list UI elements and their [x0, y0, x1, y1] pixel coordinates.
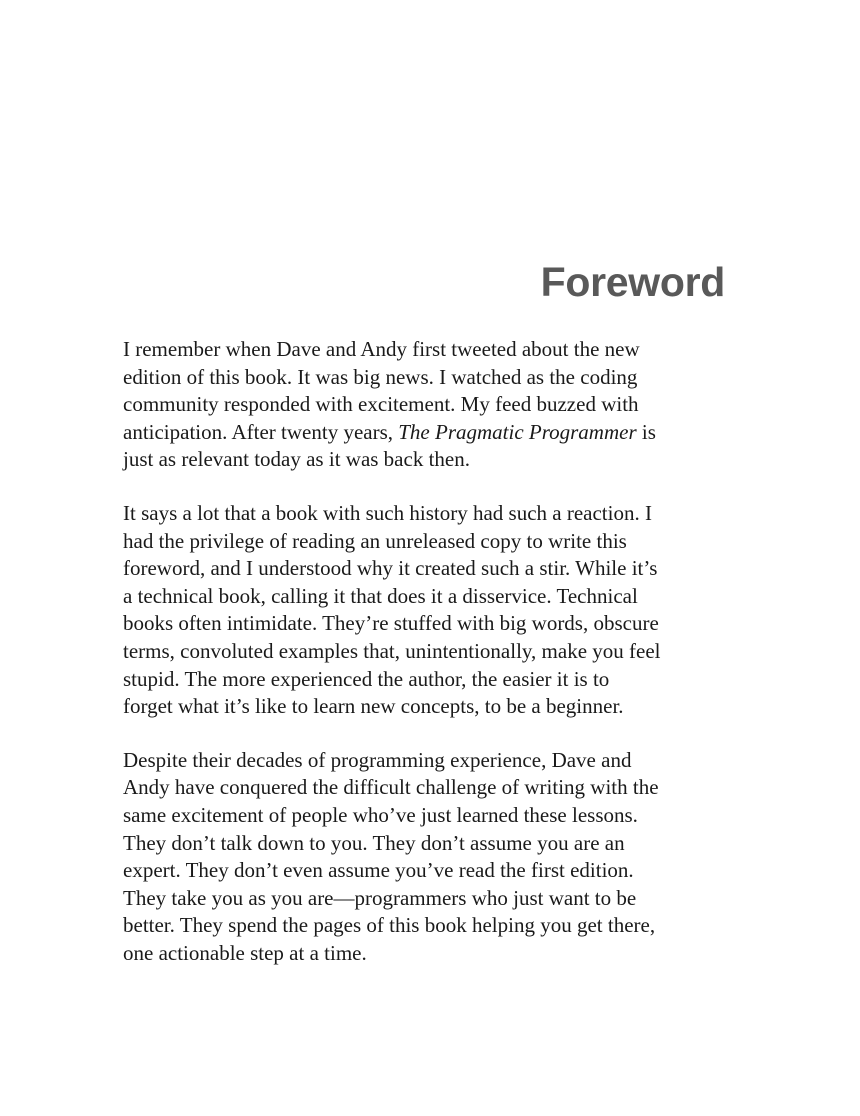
- text-line: [123, 912, 735, 940]
- text-segment: It says a lot that a book with such history had such a reaction. I: [123, 500, 652, 525]
- text-segment: same excitement of people who’ve just learned these lessons.: [123, 802, 638, 827]
- text-line: [123, 500, 735, 528]
- text-segment: stupid. The more experienced the author, the easier it is to: [123, 666, 610, 691]
- text-line: [123, 391, 735, 419]
- text-segment: community responded with excitement. My feed buzzed with: [123, 392, 639, 417]
- text-segment: better. They spend the pages of this book helping you get there,: [123, 913, 656, 938]
- text-segment: books often intimidate. They’re stuffed with big words, obscure: [123, 611, 659, 636]
- text-segment: anticipation. After twenty years,: [123, 419, 399, 444]
- text-segment: terms, convoluted examples that, unintentionally, make you feel: [123, 638, 661, 663]
- page-title: Foreword: [540, 259, 725, 305]
- foreword-body: [123, 336, 735, 993]
- text-line: [123, 940, 735, 968]
- text-line: [123, 885, 735, 913]
- text-segment: one actionable step at a time.: [123, 940, 367, 965]
- text-line: [123, 336, 735, 364]
- text-segment: edition of this book. It was big news. I watched as the coding: [123, 364, 638, 389]
- text-line: [123, 364, 735, 392]
- text-line: [123, 583, 735, 611]
- paragraph-2: [123, 500, 735, 721]
- paragraph-3: [123, 747, 735, 968]
- text-segment: I remember when Dave and Andy first tweeted about the new: [123, 337, 640, 361]
- text-segment: Despite their decades of programming experience, Dave and: [123, 747, 632, 772]
- text-segment: had the privilege of reading an unreleased copy to write this: [123, 528, 627, 553]
- text-segment: Andy have conquered the difficult challenge of writing with the: [123, 775, 659, 800]
- text-line: [123, 528, 735, 556]
- text-line: [123, 610, 735, 638]
- text-line: [123, 693, 735, 721]
- text-segment: expert. They don’t even assume you’ve read the first edition.: [123, 858, 634, 883]
- text-line: [123, 555, 735, 583]
- text-line: [123, 419, 735, 447]
- text-line: [123, 830, 735, 858]
- text-line: [123, 857, 735, 885]
- text-line: [123, 802, 735, 830]
- text-line: [123, 638, 735, 666]
- paragraph-1: [123, 336, 735, 474]
- text-line: [123, 747, 735, 775]
- text-line: [123, 446, 735, 474]
- text-segment: forget what it’s like to learn new concepts, to be a beginner.: [123, 694, 624, 719]
- text-segment: They don’t talk down to you. They don’t assume you are an: [123, 830, 625, 855]
- text-segment: just as relevant today as it was back then.: [123, 447, 470, 472]
- text-segment: is: [636, 419, 656, 444]
- text-line: [123, 666, 735, 694]
- book-title-italic: The Pragmatic Programmer: [398, 419, 637, 444]
- text-segment: a technical book, calling it that does it a disservice. Technical: [123, 583, 638, 608]
- text-line: [123, 774, 735, 802]
- text-segment: foreword, and I understood why it created such a stir. While it’s: [123, 556, 658, 581]
- text-segment: They take you as you are—programmers who just want to be: [123, 885, 637, 910]
